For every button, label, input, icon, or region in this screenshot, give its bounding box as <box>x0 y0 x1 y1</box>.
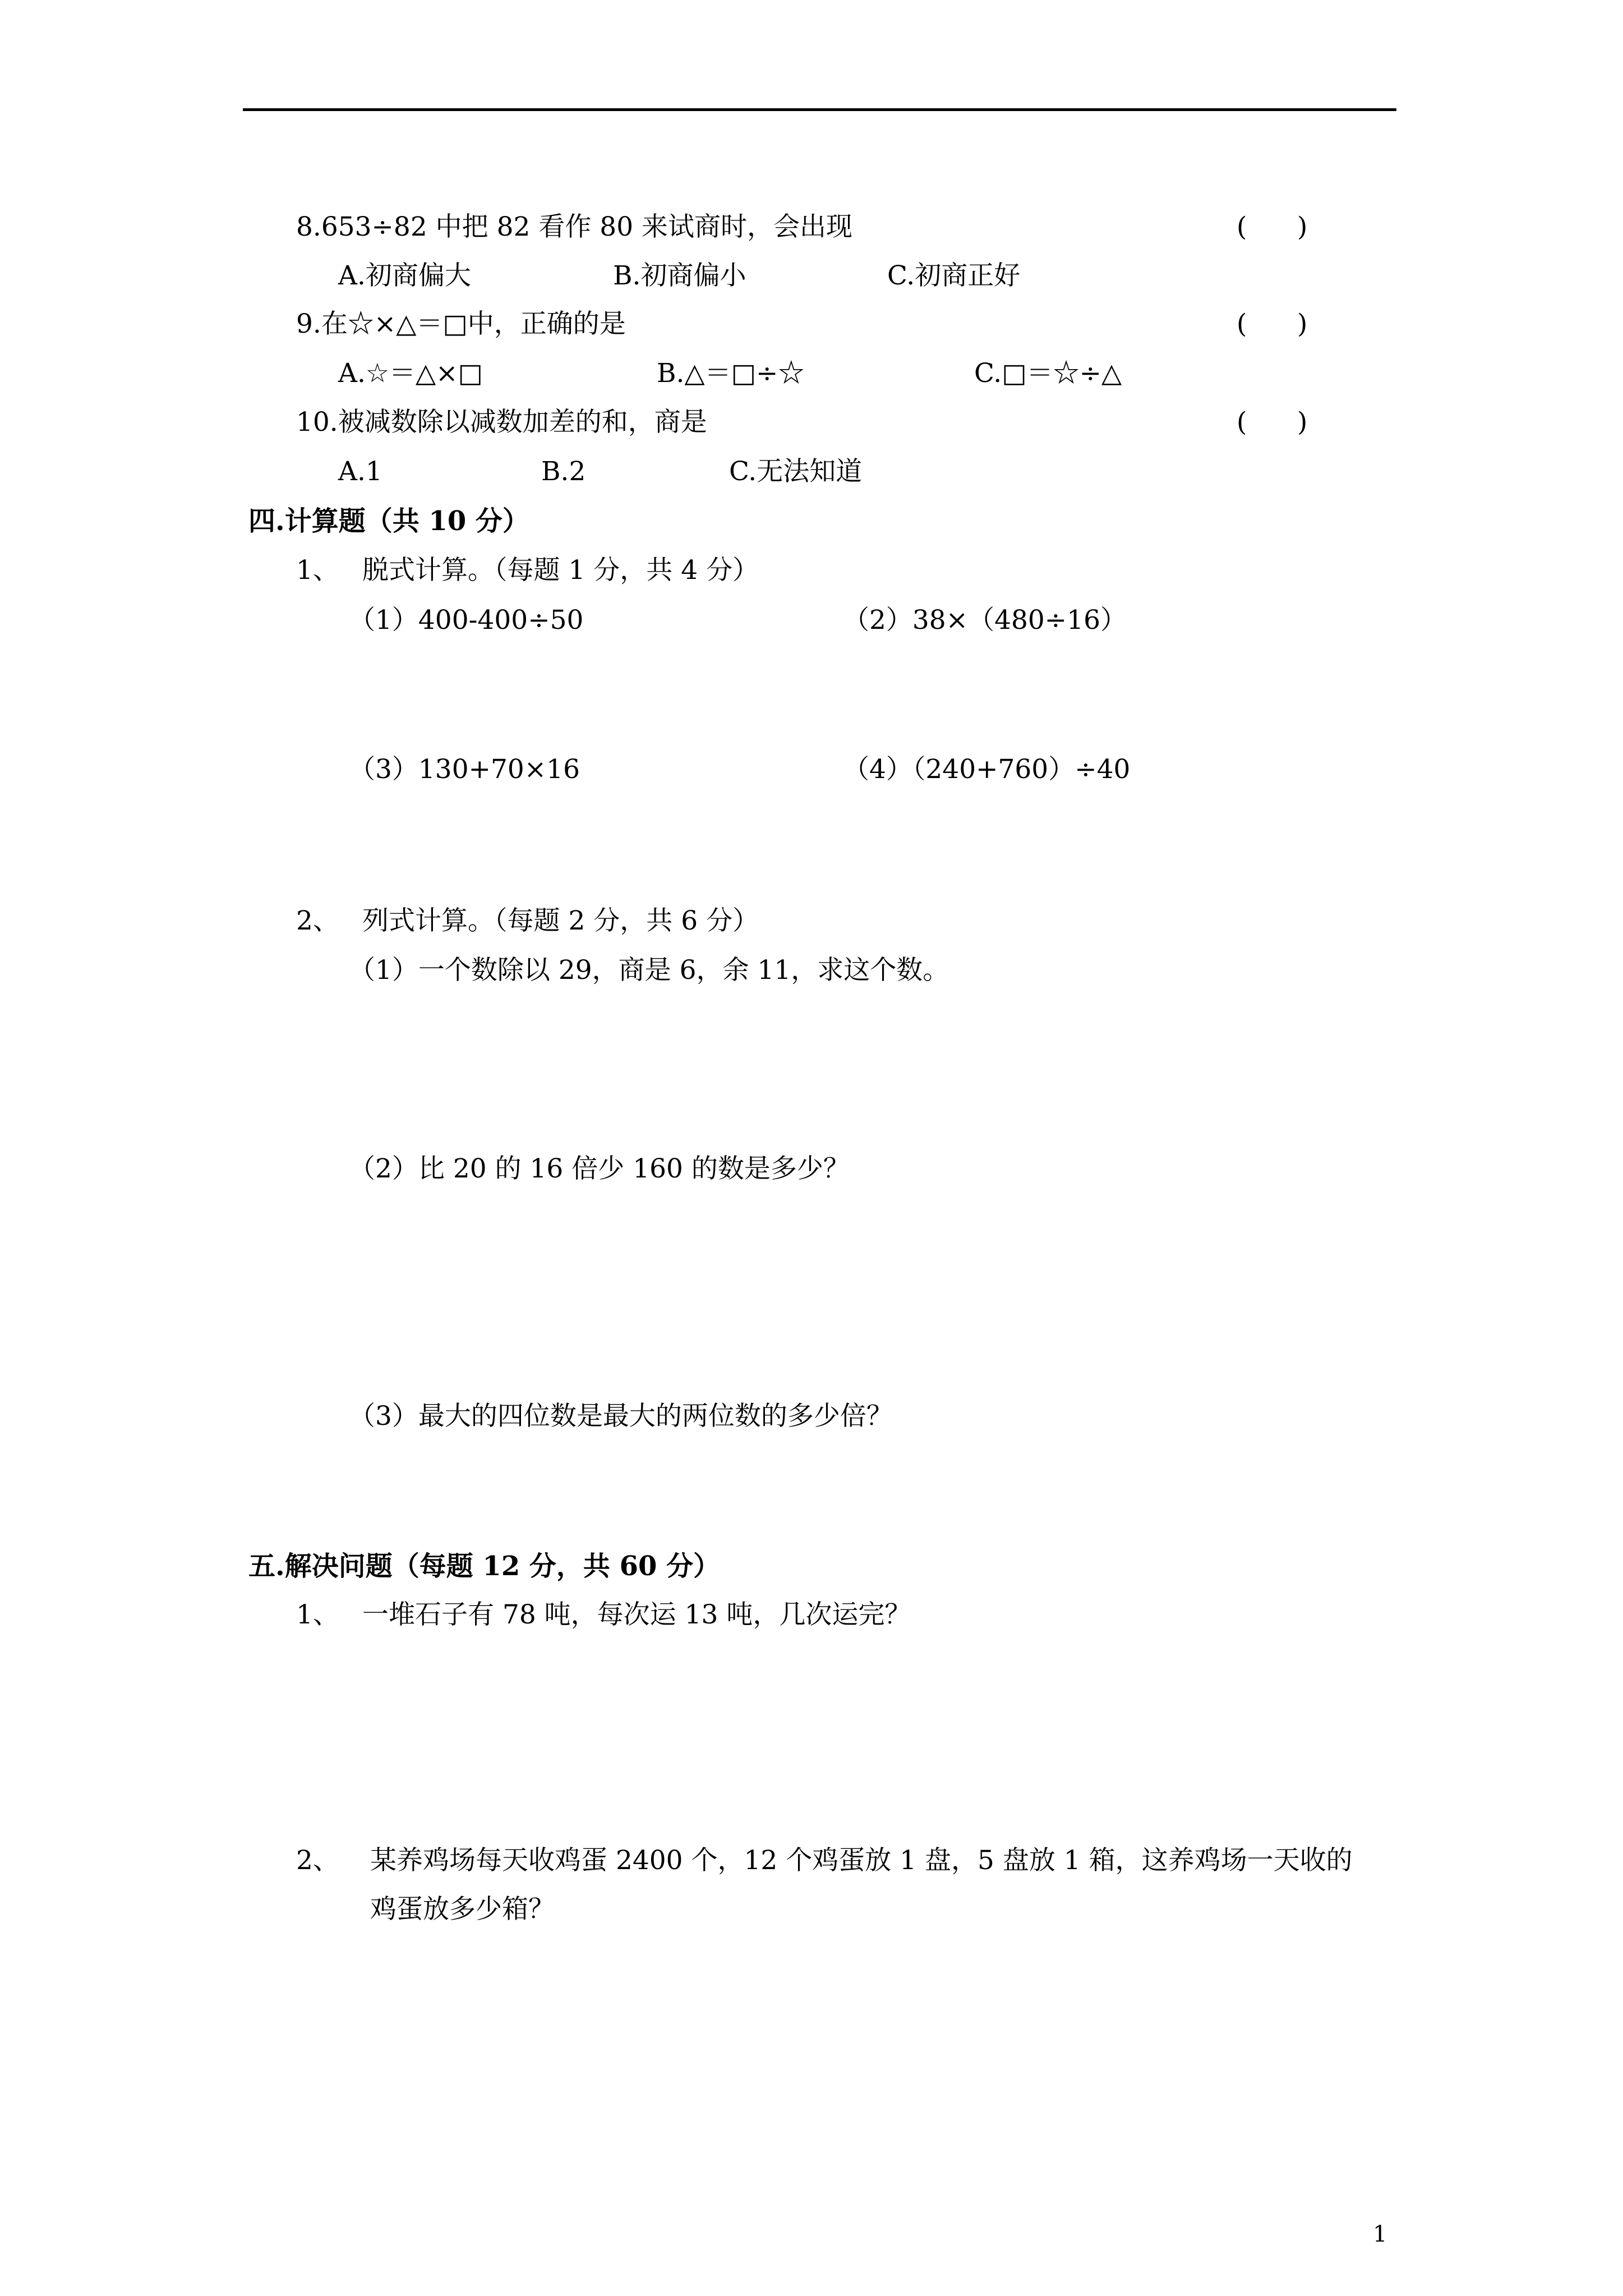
calc-item-2: （2）38×（480÷16） <box>843 605 1127 636</box>
question-10-option-b: B.2 <box>541 456 586 487</box>
problem-2-text-line-1: 某养鸡场每天收鸡蛋 2400 个，12 个鸡蛋放 1 盘，5 盘放 1 箱，这养鸡场一天收的 <box>370 1845 1353 1876</box>
word-calc-item-3: （3）最大的四位数是最大的两位数的多少倍？ <box>349 1401 893 1432</box>
question-8-option-a: A.初商偏大 <box>338 260 471 291</box>
calc-item-1: （1）400-400÷50 <box>349 605 584 636</box>
calc-item-4: （4）（240+760）÷40 <box>843 754 1131 785</box>
question-9-option-a: A.☆＝△×□ <box>338 358 483 389</box>
word-calc-item-2: （2）比 20 的 16 倍少 160 的数是多少？ <box>349 1153 850 1184</box>
word-calc-item-1: （1）一个数除以 29，商是 6，余 11，求这个数。 <box>349 955 949 986</box>
question-8-option-b: B.初商偏小 <box>613 260 746 291</box>
question-8-stem: 8.653÷82 中把 82 看作 80 来试商时，会出现 <box>296 211 853 242</box>
section-4-part-2-label: 2、 <box>296 905 339 936</box>
question-8-option-c: C.初商正好 <box>887 260 1021 291</box>
section-5-title: 五.解决问题（每题 12 分，共 60 分） <box>248 1550 721 1582</box>
section-4-part-1-instructions: 脱式计算。（每题 1 分，共 4 分） <box>362 555 759 586</box>
question-9-answer-blank: ( ) <box>1237 309 1308 339</box>
section-4-part-1-label: 1、 <box>296 555 339 586</box>
question-9-option-b: B.△＝□÷☆ <box>657 358 805 389</box>
header-rule <box>243 108 1396 111</box>
problem-1-label: 1、 <box>296 1599 339 1630</box>
calc-item-3: （3）130+70×16 <box>349 754 580 785</box>
question-9-stem: 9.在☆×△＝□中，正确的是 <box>296 309 626 339</box>
question-9-option-c: C.□＝☆÷△ <box>974 358 1122 389</box>
problem-1-text: 一堆石子有 78 吨，每次运 13 吨，几次运完？ <box>362 1599 911 1630</box>
section-4-title: 四.计算题（共 10 分） <box>248 505 529 537</box>
question-10-answer-blank: ( ) <box>1237 407 1308 438</box>
question-10-option-c: C.无法知道 <box>729 456 863 487</box>
section-4-part-2-instructions: 列式计算。（每题 2 分，共 6 分） <box>362 905 759 936</box>
problem-2-text-line-2: 鸡蛋放多少箱？ <box>370 1894 555 1925</box>
question-10-stem: 10.被减数除以减数加差的和，商是 <box>296 407 707 438</box>
problem-2-label: 2、 <box>296 1845 339 1876</box>
page-number: 1 <box>1373 2221 1387 2247</box>
question-8-answer-blank: ( ) <box>1237 211 1308 242</box>
question-10-option-a: A.1 <box>338 456 382 487</box>
